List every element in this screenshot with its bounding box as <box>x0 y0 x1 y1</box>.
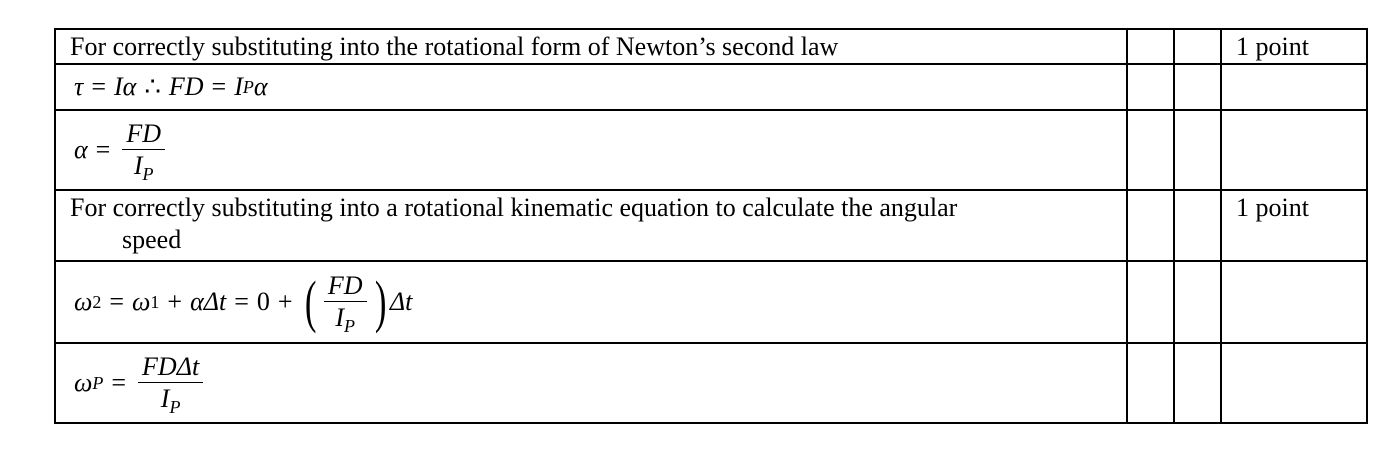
criterion-text: For correctly substituting into a rotational kinematic equation to calculate the angular speed <box>70 193 958 254</box>
check-cell <box>1174 64 1221 110</box>
torque-equation: τ = I α ∴ FD = I P α <box>74 72 268 101</box>
points-cell <box>1221 190 1367 261</box>
criterion-text: For correctly substituting into the rotational form of Newton’s second law <box>70 32 839 61</box>
scoring-rubric-table <box>54 28 1368 424</box>
equation-cell <box>55 110 1127 190</box>
table-row <box>55 64 1367 110</box>
table-row <box>55 29 1367 64</box>
fraction: $\frac{\text{FDΔt}}{I_P}$ <box>138 352 203 415</box>
check-cell <box>1174 343 1221 423</box>
equation-cell <box>55 64 1127 110</box>
table-row <box>55 190 1367 261</box>
check-cell <box>1127 110 1174 190</box>
points-cell <box>1221 261 1367 343</box>
kinematic-equation: ω 2 = ω 1 + α Δt = 0 + ( $\frac{FD}{I_P}$ ) Δt <box>74 269 413 336</box>
fraction: $\frac{FD}{I_P}$ <box>122 119 165 182</box>
table-row <box>55 261 1367 343</box>
fraction: $\frac{FD}{I_P}$ <box>324 271 367 334</box>
points-cell <box>1221 343 1367 423</box>
check-cell <box>1174 29 1221 64</box>
table-row <box>55 343 1367 423</box>
table-row <box>55 110 1367 190</box>
points-label: 1 point <box>1236 32 1309 61</box>
points-cell <box>1221 29 1367 64</box>
check-cell <box>1127 343 1174 423</box>
equation-cell <box>55 261 1127 343</box>
check-cell <box>1127 190 1174 261</box>
check-cell <box>1174 110 1221 190</box>
criterion-cell <box>55 190 1127 261</box>
check-cell <box>1174 190 1221 261</box>
check-cell <box>1127 261 1174 343</box>
check-cell <box>1127 64 1174 110</box>
points-label: 1 point <box>1236 193 1309 222</box>
points-cell <box>1221 110 1367 190</box>
equation-cell <box>55 343 1127 423</box>
check-cell <box>1127 29 1174 64</box>
angular-acceleration-equation: α = $\frac{FD}{I_P}$ <box>56 111 1126 189</box>
angular-speed-result-equation: ω P = $\frac{\text{FDΔt}}{I_P}$ <box>56 344 1126 422</box>
points-cell <box>1221 64 1367 110</box>
check-cell <box>1174 261 1221 343</box>
criterion-cell <box>55 29 1127 64</box>
